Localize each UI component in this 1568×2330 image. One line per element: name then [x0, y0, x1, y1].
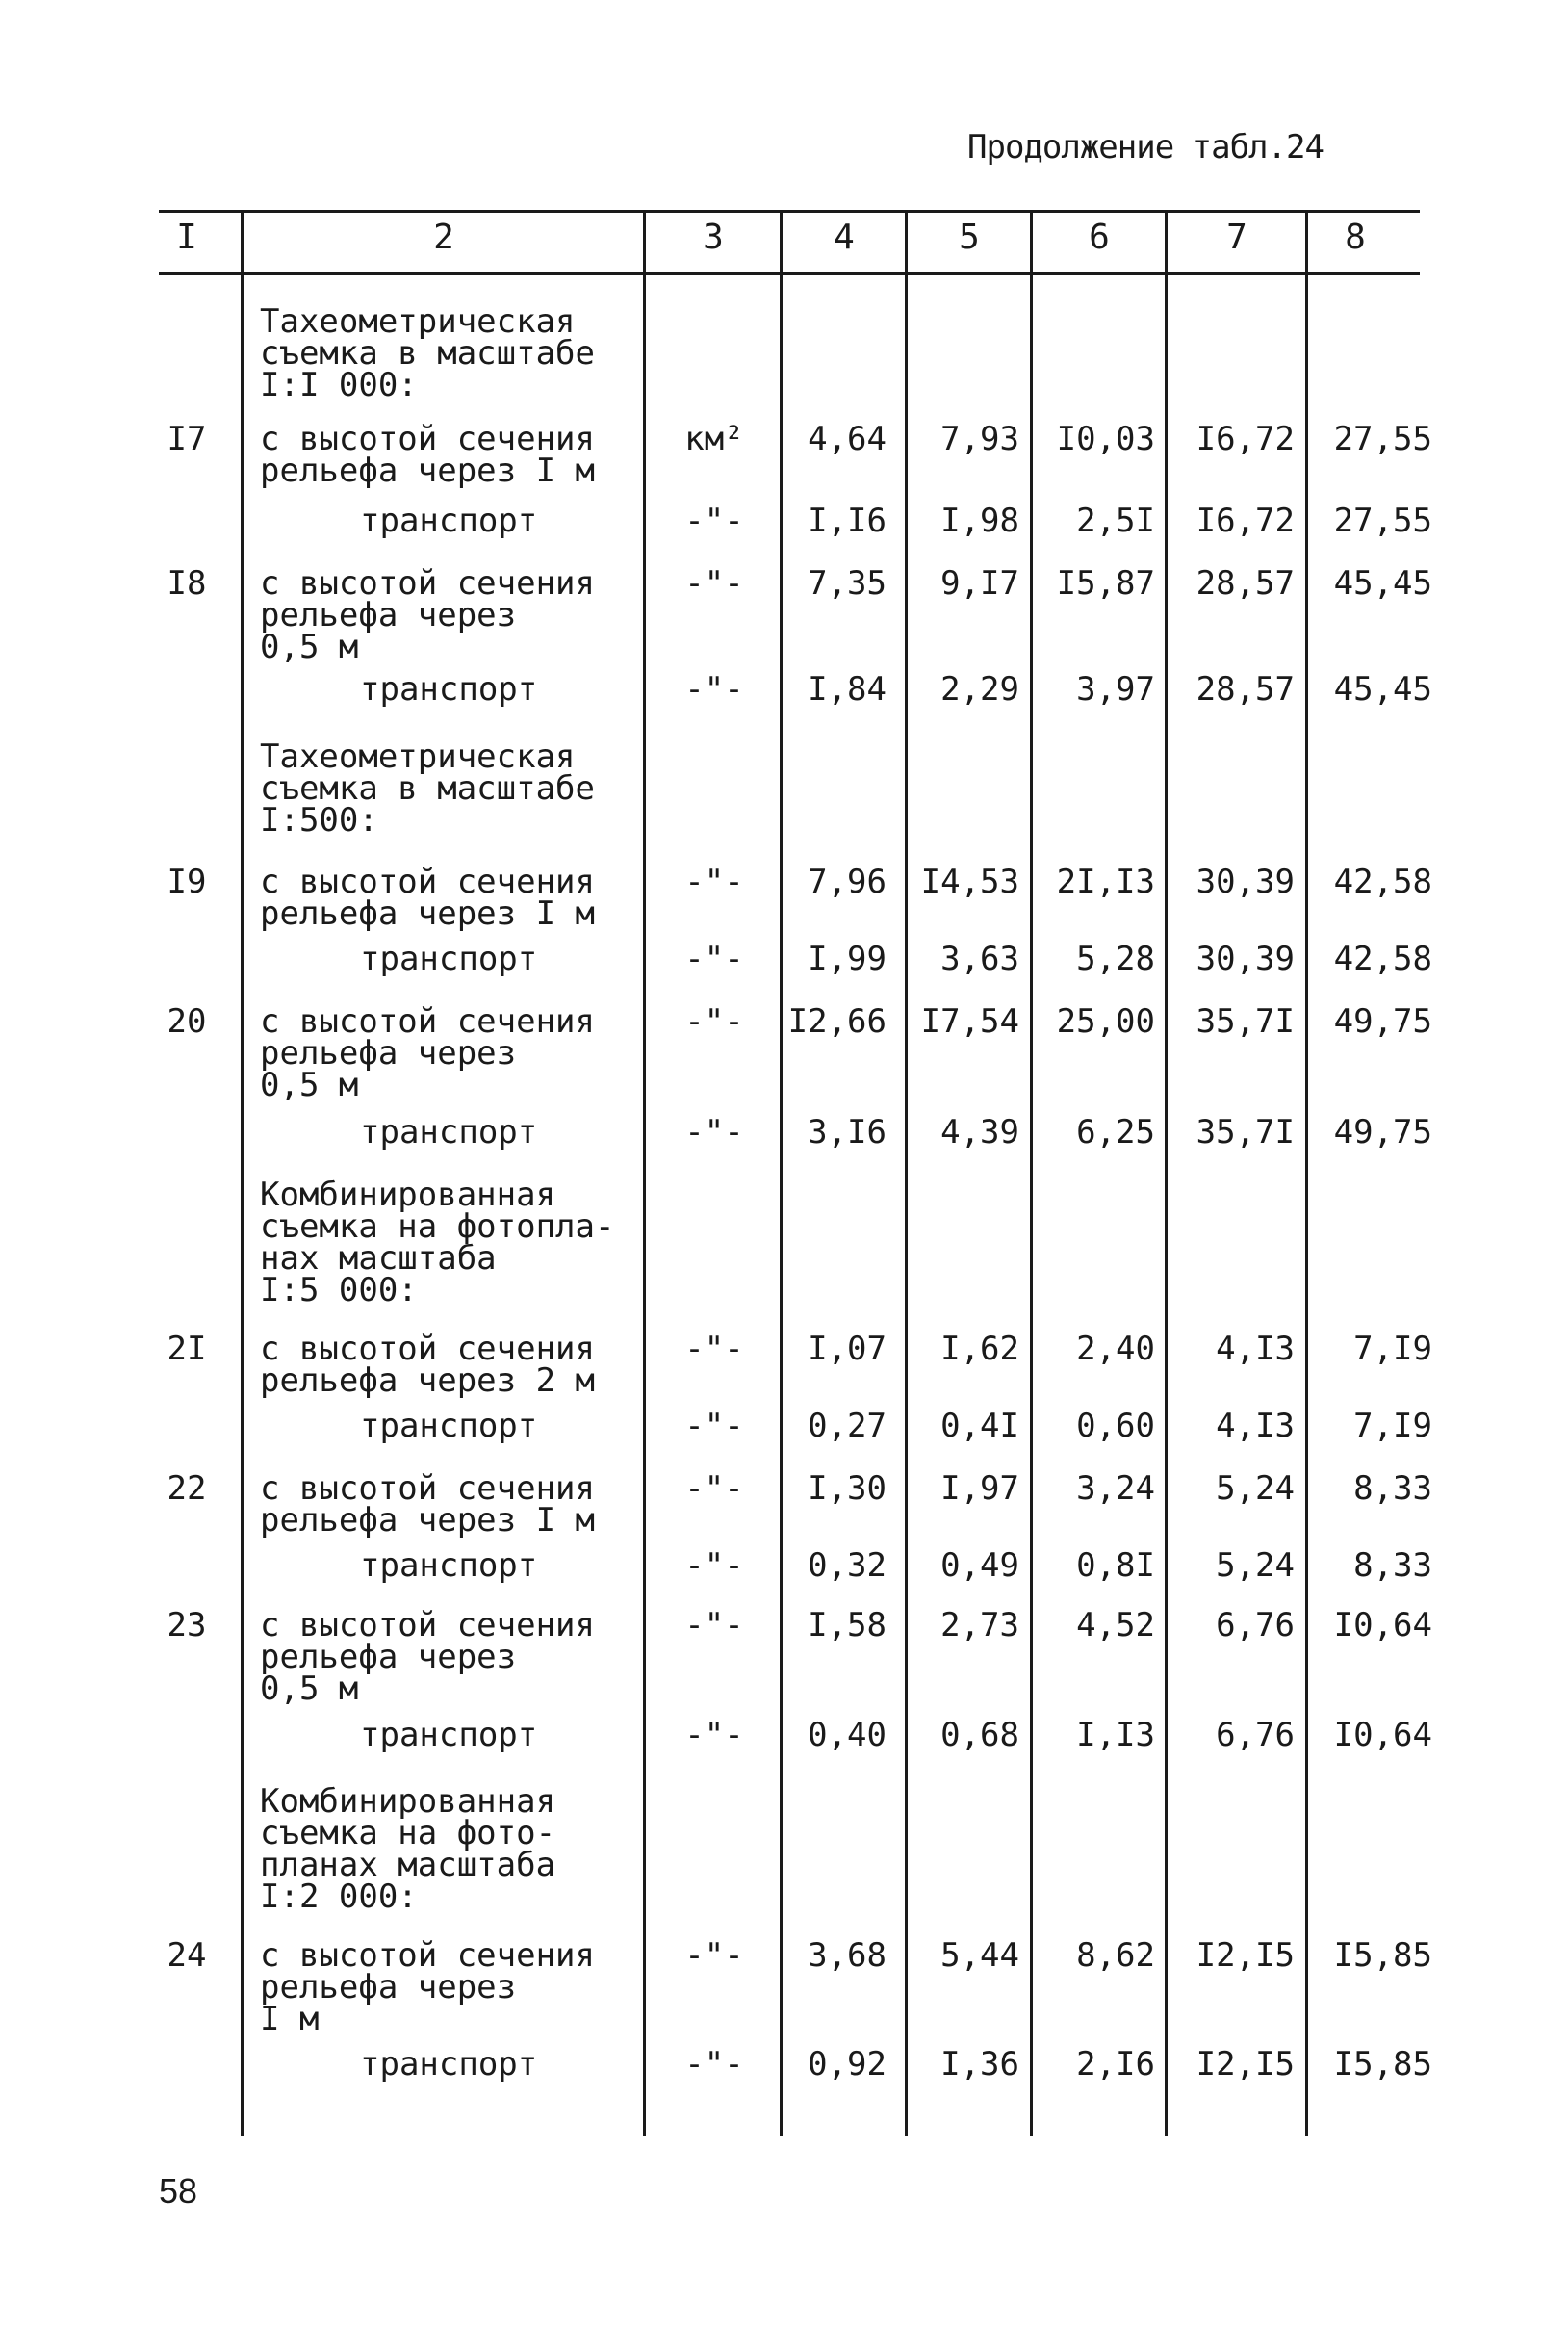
row-description: транспорт [360, 1407, 538, 1445]
row-description: транспорт [360, 1546, 538, 1585]
value-cell: 42,58 [1333, 863, 1432, 901]
value-cell: 27,55 [1333, 502, 1432, 540]
value-cell: 2,73 [940, 1606, 1019, 1644]
unit-cell: -"- [684, 670, 744, 709]
value-cell: 4,I3 [1216, 1407, 1295, 1445]
value-cell: 49,75 [1333, 1002, 1432, 1041]
column-header: 5 [959, 218, 980, 257]
value-cell: 28,57 [1195, 670, 1295, 709]
value-cell: 25,00 [1056, 1002, 1155, 1041]
value-cell: I5,87 [1056, 564, 1155, 603]
row-description: транспорт [360, 670, 538, 709]
value-cell: 5,44 [940, 1936, 1019, 1975]
value-cell: 3,97 [1076, 670, 1155, 709]
value-cell: I,I3 [1076, 1716, 1155, 1754]
value-cell: 0,92 [808, 2045, 887, 2084]
value-cell: 35,7I [1195, 1002, 1295, 1041]
value-cell: I0,03 [1056, 420, 1155, 458]
value-cell: 5,24 [1216, 1469, 1295, 1508]
value-cell: 4,I3 [1216, 1330, 1295, 1368]
column-divider [241, 210, 244, 2136]
value-cell: I,07 [808, 1330, 887, 1368]
value-cell: 8,33 [1353, 1469, 1432, 1508]
row-number: 24 [167, 1936, 207, 1975]
value-cell: 2,I6 [1076, 2045, 1155, 2084]
value-cell: I2,66 [787, 1002, 887, 1041]
value-cell: I6,72 [1195, 420, 1295, 458]
value-cell: 35,7I [1195, 1113, 1295, 1152]
column-header: 7 [1226, 218, 1247, 257]
header-bottom-rule [159, 272, 1420, 275]
value-cell: I,I6 [808, 502, 887, 540]
value-cell: 2,40 [1076, 1330, 1155, 1368]
value-cell: 0,8I [1076, 1546, 1155, 1585]
value-cell: I,62 [940, 1330, 1019, 1368]
row-description: с высотой сечения рельефа через 2 м [260, 1330, 595, 1400]
unit-cell: -"- [684, 940, 744, 978]
column-divider [643, 210, 646, 2136]
value-cell: 30,39 [1195, 940, 1295, 978]
value-cell: I4,53 [920, 863, 1019, 901]
value-cell: 3,I6 [808, 1113, 887, 1152]
value-cell: I,58 [808, 1606, 887, 1644]
value-cell: 7,35 [808, 564, 887, 603]
column-divider [1030, 210, 1033, 2136]
unit-cell: км² [684, 420, 744, 458]
value-cell: I0,64 [1333, 1716, 1432, 1754]
row-description: с высотой сечения рельефа через I м [260, 1469, 595, 1540]
value-cell: 42,58 [1333, 940, 1432, 978]
value-cell: I6,72 [1195, 502, 1295, 540]
unit-cell: -"- [684, 1407, 744, 1445]
unit-cell: -"- [684, 1330, 744, 1368]
value-cell: 2,5I [1076, 502, 1155, 540]
unit-cell: -"- [684, 1469, 744, 1508]
value-cell: 3,63 [940, 940, 1019, 978]
unit-cell: -"- [684, 1716, 744, 1754]
column-divider [1165, 210, 1168, 2136]
value-cell: 45,45 [1333, 564, 1432, 603]
row-description: с высотой сечения рельефа через I м [260, 420, 595, 490]
row-description: транспорт [360, 2045, 538, 2084]
row-description: с высотой сечения рельефа через 0,5 м [260, 1002, 595, 1104]
row-description: транспорт [360, 1716, 538, 1754]
unit-cell: -"- [684, 1002, 744, 1041]
row-description: транспорт [360, 940, 538, 978]
value-cell: 7,93 [940, 420, 1019, 458]
value-cell: I5,85 [1333, 1936, 1432, 1975]
section-title: Комбинированная съемка на фотопла- нах масштаба I:5 000: [260, 1176, 615, 1309]
column-header: 4 [834, 218, 855, 257]
column-header: 8 [1345, 218, 1366, 257]
row-number: I9 [167, 863, 207, 901]
value-cell: 7,96 [808, 863, 887, 901]
value-cell: I2,I5 [1195, 2045, 1295, 2084]
value-cell: I7,54 [920, 1002, 1019, 1041]
value-cell: 3,68 [808, 1936, 887, 1975]
value-cell: 7,I9 [1353, 1407, 1432, 1445]
value-cell: 5,24 [1216, 1546, 1295, 1585]
value-cell: 2,29 [940, 670, 1019, 709]
column-divider [1305, 210, 1308, 2136]
value-cell: I,84 [808, 670, 887, 709]
value-cell: 6,76 [1216, 1716, 1295, 1754]
value-cell: 8,33 [1353, 1546, 1432, 1585]
value-cell: 0,4I [940, 1407, 1019, 1445]
row-number: 23 [167, 1606, 207, 1644]
row-description: с высотой сечения рельефа через 0,5 м [260, 1606, 595, 1708]
value-cell: 8,62 [1076, 1936, 1155, 1975]
column-header: 2 [433, 218, 454, 257]
row-number: 22 [167, 1469, 207, 1508]
unit-cell: -"- [684, 564, 744, 603]
row-number: I7 [167, 420, 207, 458]
value-cell: 0,32 [808, 1546, 887, 1585]
column-divider [780, 210, 783, 2136]
value-cell: 0,60 [1076, 1407, 1155, 1445]
table-top-rule [159, 210, 1420, 213]
value-cell: 2I,I3 [1056, 863, 1155, 901]
value-cell: 3,24 [1076, 1469, 1155, 1508]
unit-cell: -"- [684, 502, 744, 540]
row-description: с высотой сечения рельефа через 0,5 м [260, 564, 595, 666]
value-cell: 0,68 [940, 1716, 1019, 1754]
unit-cell: -"- [684, 1936, 744, 1975]
unit-cell: -"- [684, 1113, 744, 1152]
value-cell: 5,28 [1076, 940, 1155, 978]
row-description: транспорт [360, 1113, 538, 1152]
column-header: 3 [703, 218, 724, 257]
value-cell: 0,49 [940, 1546, 1019, 1585]
unit-cell: -"- [684, 1606, 744, 1644]
value-cell: 6,25 [1076, 1113, 1155, 1152]
section-title: Тахеометрическая съемка в масштабе I:500: [260, 738, 595, 840]
row-description: с высотой сечения рельефа через I м [260, 863, 595, 933]
page-number: 58 [159, 2171, 198, 2211]
value-cell: 6,76 [1216, 1606, 1295, 1644]
unit-cell: -"- [684, 863, 744, 901]
value-cell: I2,I5 [1195, 1936, 1295, 1975]
value-cell: 7,I9 [1353, 1330, 1432, 1368]
unit-cell: -"- [684, 2045, 744, 2084]
unit-cell: -"- [684, 1546, 744, 1585]
value-cell: 4,39 [940, 1113, 1019, 1152]
value-cell: I,30 [808, 1469, 887, 1508]
value-cell: 0,40 [808, 1716, 887, 1754]
row-number: 2I [167, 1330, 207, 1368]
value-cell: 27,55 [1333, 420, 1432, 458]
value-cell: 4,52 [1076, 1606, 1155, 1644]
value-cell: I,97 [940, 1469, 1019, 1508]
value-cell: 30,39 [1195, 863, 1295, 901]
row-number: I8 [167, 564, 207, 603]
row-description: с высотой сечения рельефа через I м [260, 1936, 595, 2038]
column-header: 6 [1089, 218, 1110, 257]
row-number: 20 [167, 1002, 207, 1041]
value-cell: 28,57 [1195, 564, 1295, 603]
value-cell: I5,85 [1333, 2045, 1432, 2084]
column-header: I [176, 218, 197, 257]
section-title: Комбинированная съемка на фото- планах масштаба I:2 000: [260, 1782, 556, 1916]
value-cell: 4,64 [808, 420, 887, 458]
value-cell: I,99 [808, 940, 887, 978]
value-cell: I,98 [940, 502, 1019, 540]
row-description: транспорт [360, 502, 538, 540]
section-title: Тахеометрическая съемка в масштабе I:I 000: [260, 302, 595, 404]
value-cell: 9,I7 [940, 564, 1019, 603]
table-caption: Продолжение табл.24 [967, 128, 1324, 167]
column-divider [905, 210, 908, 2136]
value-cell: 0,27 [808, 1407, 887, 1445]
value-cell: 49,75 [1333, 1113, 1432, 1152]
value-cell: I0,64 [1333, 1606, 1432, 1644]
value-cell: 45,45 [1333, 670, 1432, 709]
value-cell: I,36 [940, 2045, 1019, 2084]
